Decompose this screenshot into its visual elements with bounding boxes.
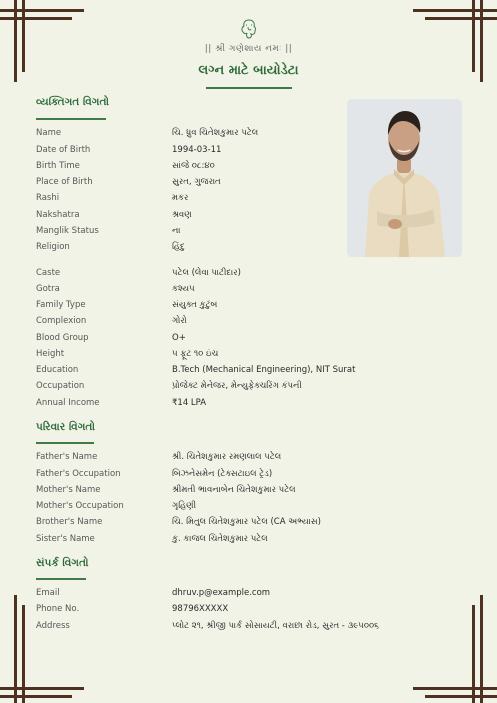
field-value: સંયુક્ત કુટુંબ	[172, 300, 218, 310]
section-title-contact: સંપર્ક વિગતો	[36, 557, 89, 569]
personal-detail-row	[36, 177, 396, 191]
field-label: Blood Group	[36, 333, 89, 343]
field-value: સુરત, ગુજરાત	[172, 177, 221, 187]
field-value: ના	[172, 226, 181, 236]
personal-detail-row	[36, 193, 396, 207]
field-label: Sister's Name	[36, 534, 95, 544]
field-label: Name	[36, 128, 62, 138]
contact-detail-row	[36, 604, 396, 618]
mantra-text: || શ્રી ગણેશાય નમઃ ||	[204, 44, 293, 54]
field-value: ચિ. ધ્રુવ ચિતેશકુમાર પટેલ	[172, 128, 259, 138]
field-value: બિઝનેસમેન (ટેક્સટાઇલ ટ્રેડ)	[172, 469, 273, 479]
field-label: Occupation	[36, 381, 85, 391]
field-value: B.Tech (Mechanical Engineering), NIT Surat	[172, 365, 356, 375]
field-label: Brother's Name	[36, 517, 103, 527]
section-divider-contact	[36, 578, 86, 580]
personal-detail-row	[36, 316, 396, 330]
personal-detail-row	[36, 226, 396, 240]
field-value: પટેલ (લેવા પાટીદાર)	[172, 268, 241, 278]
field-label: Height	[36, 349, 65, 359]
field-label: Caste	[36, 268, 61, 278]
personal-detail-row	[36, 145, 396, 159]
field-value: 1994-03-11	[172, 145, 222, 155]
header	[0, 18, 497, 89]
field-label: Phone No.	[36, 604, 80, 614]
personal-detail-row	[36, 398, 396, 412]
field-label: Rashi	[36, 193, 60, 203]
field-label: Religion	[36, 242, 70, 252]
section-divider-personal	[36, 118, 106, 120]
field-label: Education	[36, 365, 79, 375]
field-label: Annual Income	[36, 398, 100, 408]
family-detail-row	[36, 469, 396, 483]
section-divider-family	[36, 442, 94, 444]
field-value: ગોરો	[172, 316, 187, 326]
field-label: Complexion	[36, 316, 87, 326]
personal-detail-row	[36, 161, 396, 175]
field-value: શ્રી. ચિતેશકુમાર રમણલાલ પટેલ	[172, 452, 282, 462]
family-detail-row	[36, 534, 396, 548]
title-divider	[206, 87, 292, 89]
personal-detail-row	[36, 242, 396, 256]
personal-detail-row	[36, 268, 396, 282]
page-title: લગ્ન માટે બાયોડેટા	[198, 63, 299, 78]
field-label: Father's Name	[36, 452, 98, 462]
personal-detail-row	[36, 128, 396, 142]
personal-detail-row	[36, 381, 396, 395]
field-value: dhruv.p@example.com	[172, 588, 271, 598]
field-label: Mother's Occupation	[36, 501, 124, 511]
field-value: ચિ. મિતુલ ચિતેશકુમાર પટેલ (CA અભ્યાસ)	[172, 517, 321, 527]
field-value: શ્રીમતી ભાવનાબેન ચિતેશકુમાર પટેલ	[172, 485, 296, 495]
personal-detail-row	[36, 284, 396, 298]
field-label: Birth Time	[36, 161, 80, 171]
contact-detail-row	[36, 588, 396, 602]
field-value: કુ. કાજલ ચિતેશકુમાર પટેલ	[172, 534, 268, 544]
field-label: Mother's Name	[36, 485, 101, 495]
field-value: શ્રવણ	[172, 210, 192, 220]
ganesha-icon	[239, 18, 259, 40]
field-label: Address	[36, 621, 70, 631]
section-title-family: પરિવાર વિગતો	[36, 421, 95, 433]
field-value: પ્રોજેક્ટ મેનેજર, મેન્યુફેક્ચરિંગ કંપની	[172, 381, 302, 391]
personal-detail-row	[36, 333, 396, 347]
field-label: Email	[36, 588, 60, 598]
field-label: Family Type	[36, 300, 86, 310]
family-detail-row	[36, 517, 396, 531]
field-label: Gotra	[36, 284, 60, 294]
section-title-personal: વ્યક્તિગત વિગતો	[36, 96, 110, 108]
field-value: મકર	[172, 193, 189, 203]
field-value: ૫ ફૂટ ૧૦ ઇંચ	[172, 349, 219, 359]
personal-detail-row	[36, 365, 396, 379]
field-value: હિંદુ	[172, 242, 185, 252]
family-detail-row	[36, 501, 396, 515]
family-detail-row	[36, 485, 396, 499]
field-value: ગૃહિણી	[172, 501, 197, 511]
field-value: સાંજે ૦૮:૪૦	[172, 161, 215, 171]
personal-detail-row	[36, 349, 396, 363]
field-value: 98796XXXXX	[172, 604, 229, 614]
field-label: Father's Occupation	[36, 469, 121, 479]
personal-detail-row	[36, 210, 396, 224]
personal-detail-row	[36, 300, 396, 314]
field-value: પ્લોટ ૨૧, શ્રીજી પાર્ક સોસાયટી, વરાછા રોડ, સુરત - ૩૯૫૦૦૬	[172, 621, 379, 631]
field-label: Place of Birth	[36, 177, 93, 187]
contact-detail-row	[36, 621, 396, 635]
field-label: Manglik Status	[36, 226, 99, 236]
field-label: Nakshatra	[36, 210, 80, 220]
field-label: Date of Birth	[36, 145, 91, 155]
field-value: O+	[172, 333, 186, 343]
field-value: ₹14 LPA	[172, 398, 207, 408]
family-detail-row	[36, 452, 396, 466]
field-value: કશ્યપ	[172, 284, 195, 294]
